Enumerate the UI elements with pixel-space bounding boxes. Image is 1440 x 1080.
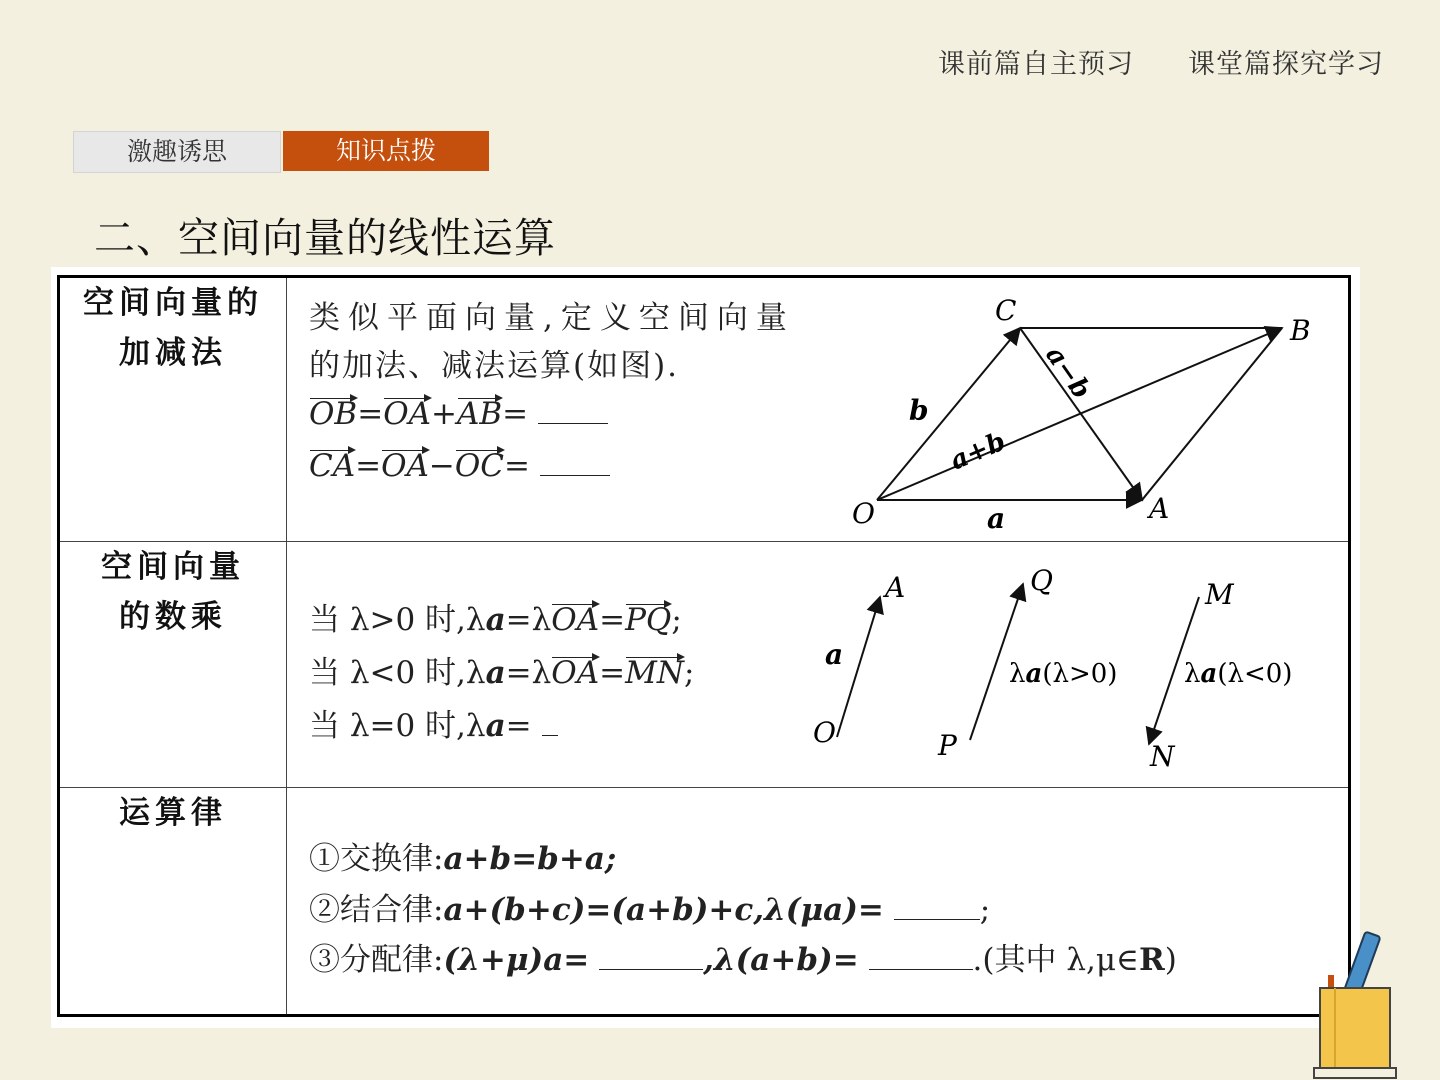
vector: OA xyxy=(551,655,600,691)
law-expression: a+b=b+a; xyxy=(443,841,617,877)
row-label: 运算律 xyxy=(59,788,287,1016)
answer-blank[interactable] xyxy=(538,399,608,424)
vector-a-minus-b-line xyxy=(1020,328,1142,500)
associative-law xyxy=(309,884,990,929)
vector: OB xyxy=(309,396,358,432)
vector: PQ xyxy=(625,602,672,638)
point-n: N xyxy=(1150,740,1175,773)
row-operation-laws xyxy=(59,788,1350,1016)
text: ; xyxy=(683,655,695,691)
vector-symbol: a xyxy=(485,602,506,638)
label-a-minus-b: a−b xyxy=(1039,340,1097,405)
point-m: M xyxy=(1205,578,1234,611)
vector-oa-line xyxy=(837,597,880,737)
vector: CA xyxy=(309,448,356,484)
law-title: ②结合律: xyxy=(309,892,444,928)
text-line: 类似平面向量,定义空间向量 xyxy=(309,300,795,336)
text-line: 的加法、减法运算(如图). xyxy=(309,348,680,384)
point-p: P xyxy=(938,729,957,762)
row-content xyxy=(287,542,1350,788)
equals: = xyxy=(357,396,384,432)
law-expression: ,λ(a+b)= xyxy=(703,942,859,978)
row-content xyxy=(287,788,1350,1016)
cup-body xyxy=(1320,988,1390,1070)
distributive-law xyxy=(309,934,1177,979)
label-line: 的数乘 xyxy=(119,599,227,635)
equation-add xyxy=(309,396,608,432)
scalar-positive-line xyxy=(309,594,682,639)
content-board xyxy=(51,267,1360,1028)
commutative-law xyxy=(309,833,616,878)
answer-blank[interactable] xyxy=(894,895,980,920)
law-title: ①交换律: xyxy=(309,841,444,877)
text: ; xyxy=(671,602,682,638)
equals: = xyxy=(599,602,626,638)
label-a: a xyxy=(987,502,1006,535)
nav-in-class[interactable]: 课堂篇探究学习 xyxy=(1188,49,1384,80)
top-nav xyxy=(938,42,1384,81)
text: =λ xyxy=(505,655,552,691)
point-o: O xyxy=(813,716,836,749)
vector: OA xyxy=(383,396,431,432)
label-line: 空间向量的 xyxy=(83,285,263,321)
text: ) xyxy=(1164,942,1177,978)
text: .(其中 λ,μ∈ xyxy=(972,942,1139,978)
section-title: 二、空间向量的线性运算 xyxy=(94,214,556,262)
vector: AB xyxy=(456,396,503,432)
plus-sign: + xyxy=(431,396,457,432)
scalar-negative-line xyxy=(309,647,694,692)
point-a: A xyxy=(885,571,906,604)
label-lambda-a-negative: λa(λ<0) xyxy=(1184,659,1293,689)
text: 当 λ>0 时,λ xyxy=(309,602,486,638)
nav-pre-class[interactable]: 课前篇自主预习 xyxy=(938,49,1134,80)
knowledge-table xyxy=(57,275,1351,1017)
vector: MN xyxy=(625,655,684,691)
equation-subtract xyxy=(309,448,610,484)
label-line: 加减法 xyxy=(119,335,227,371)
answer-blank[interactable] xyxy=(540,451,610,476)
answer-blank[interactable] xyxy=(869,945,973,970)
answer-blank[interactable] xyxy=(542,711,558,736)
label-line: 空间向量 xyxy=(101,549,245,585)
vector: OA xyxy=(551,602,600,638)
label-a-plus-b: a+b xyxy=(946,426,1011,477)
vector-a-plus-b-line xyxy=(877,328,1282,500)
cup-base xyxy=(1314,1068,1396,1078)
tab-bar xyxy=(73,131,489,173)
point-q: Q xyxy=(1030,564,1053,597)
law-title: ③分配律: xyxy=(309,942,444,978)
label-lambda-a-positive: λa(λ>0) xyxy=(1009,659,1118,689)
row-label xyxy=(59,277,287,542)
vector-symbol: a xyxy=(485,655,506,691)
minus-sign: − xyxy=(428,448,455,484)
pencil-cup-illustration xyxy=(1310,910,1420,1080)
real-set-symbol: R xyxy=(1138,942,1165,978)
vector: OC xyxy=(454,448,505,484)
equals: = xyxy=(355,448,382,484)
edge-ab xyxy=(1142,328,1282,500)
law-expression: (λ+μ)a= xyxy=(443,942,590,978)
label-a: a xyxy=(825,638,844,671)
parallelogram-figure xyxy=(827,278,1347,541)
row-content xyxy=(287,277,1350,542)
point-a: A xyxy=(1149,492,1170,525)
answer-blank[interactable] xyxy=(599,945,703,970)
scalar-zero-line xyxy=(309,700,558,745)
vector-symbol: a xyxy=(485,708,506,744)
vector-b-line xyxy=(877,328,1020,500)
tab-knowledge[interactable]: 知识点拨 xyxy=(283,131,489,171)
tab-motivation[interactable]: 激趣诱思 xyxy=(73,131,281,173)
label-b: b xyxy=(909,394,929,427)
text: = xyxy=(505,708,532,744)
point-b: B xyxy=(1290,314,1311,347)
row-scalar-multiplication xyxy=(59,542,1350,788)
point-o: O xyxy=(852,497,875,530)
point-c: C xyxy=(995,294,1017,327)
equals: = xyxy=(502,396,529,432)
text: =λ xyxy=(505,602,552,638)
text: 当 λ=0 时,λ xyxy=(309,708,486,744)
equals: = xyxy=(504,448,531,484)
scalar-figure xyxy=(797,542,1337,787)
row-label xyxy=(59,542,287,788)
equals: = xyxy=(599,655,626,691)
law-expression: a+(b+c)=(a+b)+c,λ(μa)= xyxy=(443,892,884,928)
text: 当 λ<0 时,λ xyxy=(309,655,486,691)
text: ; xyxy=(979,892,991,928)
row-add-subtract xyxy=(59,277,1350,542)
vector: OA xyxy=(381,448,429,484)
